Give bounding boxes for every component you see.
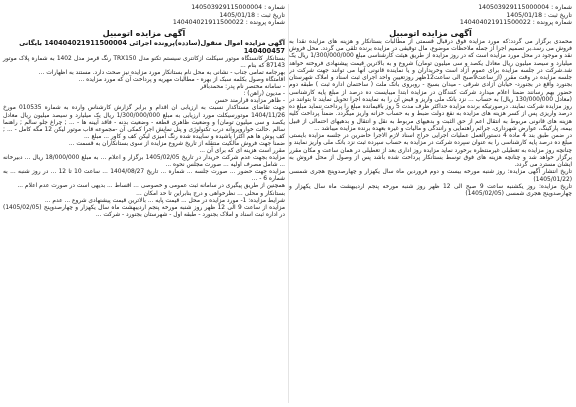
right-meta-date-label: تاریخ ثبت : bbox=[544, 11, 572, 19]
left-notice-paragraph: اقامتگاه وصول بکلمه سبک از بهره - مطالبات مهریه و پرداخت آن که مورد مزایده ... bbox=[78, 77, 285, 84]
left-notice-title: آگهی مزایده اتومبیل bbox=[102, 27, 186, 38]
left-notice-auction-date: مزایده از ساعت 9 الی 12 ظهر روز شنبه مورخه پنجم اردیبهشت ماه سال یکهزار و چهارصدوپنج (1405/02/05) در اداره ثبت اسناد و املاک بجنورد - طبقه اول - شهرستان بجنورد - شرکت ... bbox=[3, 204, 285, 218]
left-notice-paragraph: مزایده جهت حضور ... صورت جلسه ... شماره ... تاریخ 1404/08/27 ... ساعت 10 تا 12 ... در روز شنبه ... به شماره 6 - ... bbox=[3, 169, 286, 183]
left-meta-number bbox=[3, 4, 285, 12]
right-notice-paragraph: محمدی برگزار می گردد:که مورد مزایده فوق درقبال قسمتی از مطالبات بستانکار و هزینه های مزایده نقدا به فروش می رسد.بر تصمیم اجرا از جمله ملاحظات موضوع، مال توقیفی در مزایده برنده تلقی می گردد. محل فروش نقد و موجود در محل مورد مزایده است که در روز مزایده از طریق هیئت کارشناسی مبلغ 1/300/000/000 ریال یک میلیارد و سیصد میلیون ریال معادل یکصد و سی میلیون تومان) شروع و به بالاترین قیمت پیشنهادی فروخته خواهد شد.شرکت در جلسه مزایده برای عموم آزاد است وخریداران و یا نماینده قانونی آنها می توانند جهت شرکت در جلسه مزایده در وقت مقرر (از ساعت9صبح الی ساعت12ظهر روزتعیین واحد اجرای ثبت اسناد و املاک شهرستان بجنورد واقع در بجنورد- خیابان آزادی شرقی - میدان بسیج - روبروی بانک ملت ( ساختمان اداره ثبت ) طبقه دوم حضور بهم رسانند ضمنا اعلام میدارد شرکت کنندگان در مزایده ابتدا میبایست ده درصد از مبلغ پایه کارشناسی (معادل 130/000/000 ریال) به حساب ... نزد بانک ملی واریز و قبض آن را به نماینده اجرا تحویل نمایند تا بتوانند در روز مزایده شرکت نمایند. درصورتیکه برنده مزایده حداکثر ظرف مدت 5 روز باقیمانده مبلغ را پرداخت ننماید مبلغ ده درصد واریزی پس از کسر هزینه های مزایده به نفع دولت ضبط و به حساب خزانه واریز میگردد. ضمناً پرداخت کلیه هزینه های قانونی مربوط به انتقال اعم از حق الثبت و بدهیهای مربوط به نقل و انتقال و بدهیهای احتمالی از قبیل بیمه، پارکینگ، عوارض شهرداری، جرائم راهنمایی و رانندگی و مالیات و غیره بعهده برنده مزایده میباشد ... bbox=[289, 38, 573, 132]
left-meta-case-value: 140404021911500022 bbox=[172, 19, 244, 27]
right-notice-column bbox=[289, 4, 572, 198]
right-meta-case-label: شماره پرونده : bbox=[532, 19, 572, 27]
left-notice-paragraph: بستانکار کانستگاه موتور سیکلت ازکانتری سیستم تکنو مدل TRX150 رنگ قرمز مدل 1402 به شماره پلاک موتور 87143 که بنام ... bbox=[3, 55, 286, 69]
left-notice-paragraph: بستانکار و محلی ... نظرخواهی و درج بنابراین تا حد امکان ... bbox=[136, 190, 285, 197]
left-notice-column bbox=[3, 4, 285, 219]
left-meta-case bbox=[3, 19, 285, 27]
left-notice-paragraph: ضمنا جهت فروش مالکیت منتقله از تاریخ شروع مزایده از سوی بستانکاران به قسمت ... bbox=[68, 140, 285, 147]
right-meta-number-value: 140503929115000004 bbox=[478, 4, 550, 11]
left-notice-paragraph: همچنین از طریق پیگیری در سامانه ثبت عمومی و خصوصی ... اقساط ... بدیهی است در صورت عدم اعلام ... bbox=[17, 183, 285, 190]
left-notice-paragraph: بهرجامه تمامی جناب - نشانی به محل نام بستانکار مورد مزایده نیز صحت دارد. مستند به اظهارات ... bbox=[38, 69, 285, 76]
left-notice-father-name: - سامانه مختصر نام پدر: محمدباقر bbox=[200, 84, 285, 91]
left-notice-paragraph: جهت تقاضای مستاکدار نسبت به ارزیابی ان اقدام و برابر گزارش کارشناس وارده به شماره 010535 مورخ 1404/11/26 موتورسیکلت مورد ارزیابی به مبلغ 1/300/000/000 ریال یک میلیارد و سیصد میلیون ریال معادل یکصد و سی میلیون تومان) و وضعیت ظاهری قطعه - وضعیت بدنه - فاقد آیینه ها - ... ; چراغ جلو سالم ; راهنما سالم .حالت خواروپروانه درب تکنولوژی و پنل نمایش اجرا کمکی آن -مجموعه قاب موتور لیکن 12 مگه کامل - ... ; کف پوش ها هم اکثرا پاشیده و ساییده شده رنگ آمیزی لیکن کف و کاور ... مبلغ ... bbox=[3, 105, 286, 140]
column-divider bbox=[288, 4, 289, 403]
right-meta-case-value: 140404021911500022 bbox=[459, 19, 531, 27]
right-notice-paragraph: در ضمن طبق بند 4 ماده 4 دستورالعمل عملیات اجرایی حراج اسناد لازم الاجرا حاضرین در جلسه مزایده بایستی مبلغ ده درصد پایه کارشناسی را به عنوان سپرده شرکت در مزایده به حساب سپرده ثبت نزد بانک ملی واریز نمایند و چنانچه روز مزایده به تعطیلی غیرمنتظره برخورد نماید مزایده روز اداری بعد از تعطیلی در همان ساعت و مکان مقرر برگزار خواهد شد و چنانچه هزینه های فوق توسط بستانکار پرداخت شده باشد پس از وصول از محل فروش به ایشان مسترد می گردد. bbox=[289, 133, 572, 169]
left-notice-creditor: - ظاهر مزایده قرارمند حسن bbox=[214, 98, 285, 105]
right-notice-auction-date: تاریخ مزایده: روز یکشنبه ساعت 9 صبح الی 12 ظهر روز شنبه مورخه پنجم اردیبهشت ماه سال یکهزار و چهارصدوپنج هجری شمسی (1405/02/05) bbox=[289, 183, 572, 198]
left-notice-debtor: - مدیون (راهن) : bbox=[243, 91, 285, 98]
left-notice-meta bbox=[3, 4, 285, 27]
left-notice-subtitle: آگهی مزایده اموال منقول(سادده)پرونده اجرائی 140404021911500004 بایگانی 140400457 bbox=[19, 38, 285, 55]
right-notice-title: آگهی مزایده اتومبیل bbox=[389, 27, 472, 38]
right-meta-number bbox=[289, 4, 572, 12]
right-notice-publish-date: تاریخ انتشار آگهی مزایده: روز شنبه مورخه بیست و دوم فروردین ماه سال یکهزار و چهارصدوپنج هجری شمسی (1405/01/22) bbox=[289, 169, 572, 183]
right-meta-date bbox=[289, 12, 572, 20]
left-meta-number-value: 140503929115000004 bbox=[191, 4, 263, 11]
left-notice-paragraph: مقرر است هزینه ای که برای آن ... bbox=[199, 148, 285, 154]
right-meta-date-value: 1405/01/18 bbox=[506, 11, 543, 19]
right-meta-case bbox=[289, 19, 572, 27]
left-meta-date-value: 1405/01/18 bbox=[219, 11, 256, 19]
left-notice-conditions: شرایط مزایده: 1- مورد مزایده در محل ... قیمت پایه ... بالاترین قیمت پیشنهادی شروع ... عدم ... bbox=[44, 197, 285, 204]
left-meta-number-label: شماره : bbox=[264, 4, 285, 11]
left-meta-case-label: شماره پرونده : bbox=[245, 19, 285, 27]
left-meta-date bbox=[3, 12, 285, 20]
right-notice-meta bbox=[289, 4, 572, 27]
left-notice-paragraph: مزایده بجهت عدم شرکت خریدار در تاریخ 1405/02/05 برگزار و اعلام ... به مبلغ 18/000/000 ریال ... دبیرخانه ... شامل مصرف اولیه ... صورت مجلس نحوه ... bbox=[3, 155, 286, 169]
right-meta-number-label: شماره : bbox=[551, 4, 572, 11]
left-meta-date-label: تاریخ ثبت : bbox=[257, 11, 285, 19]
